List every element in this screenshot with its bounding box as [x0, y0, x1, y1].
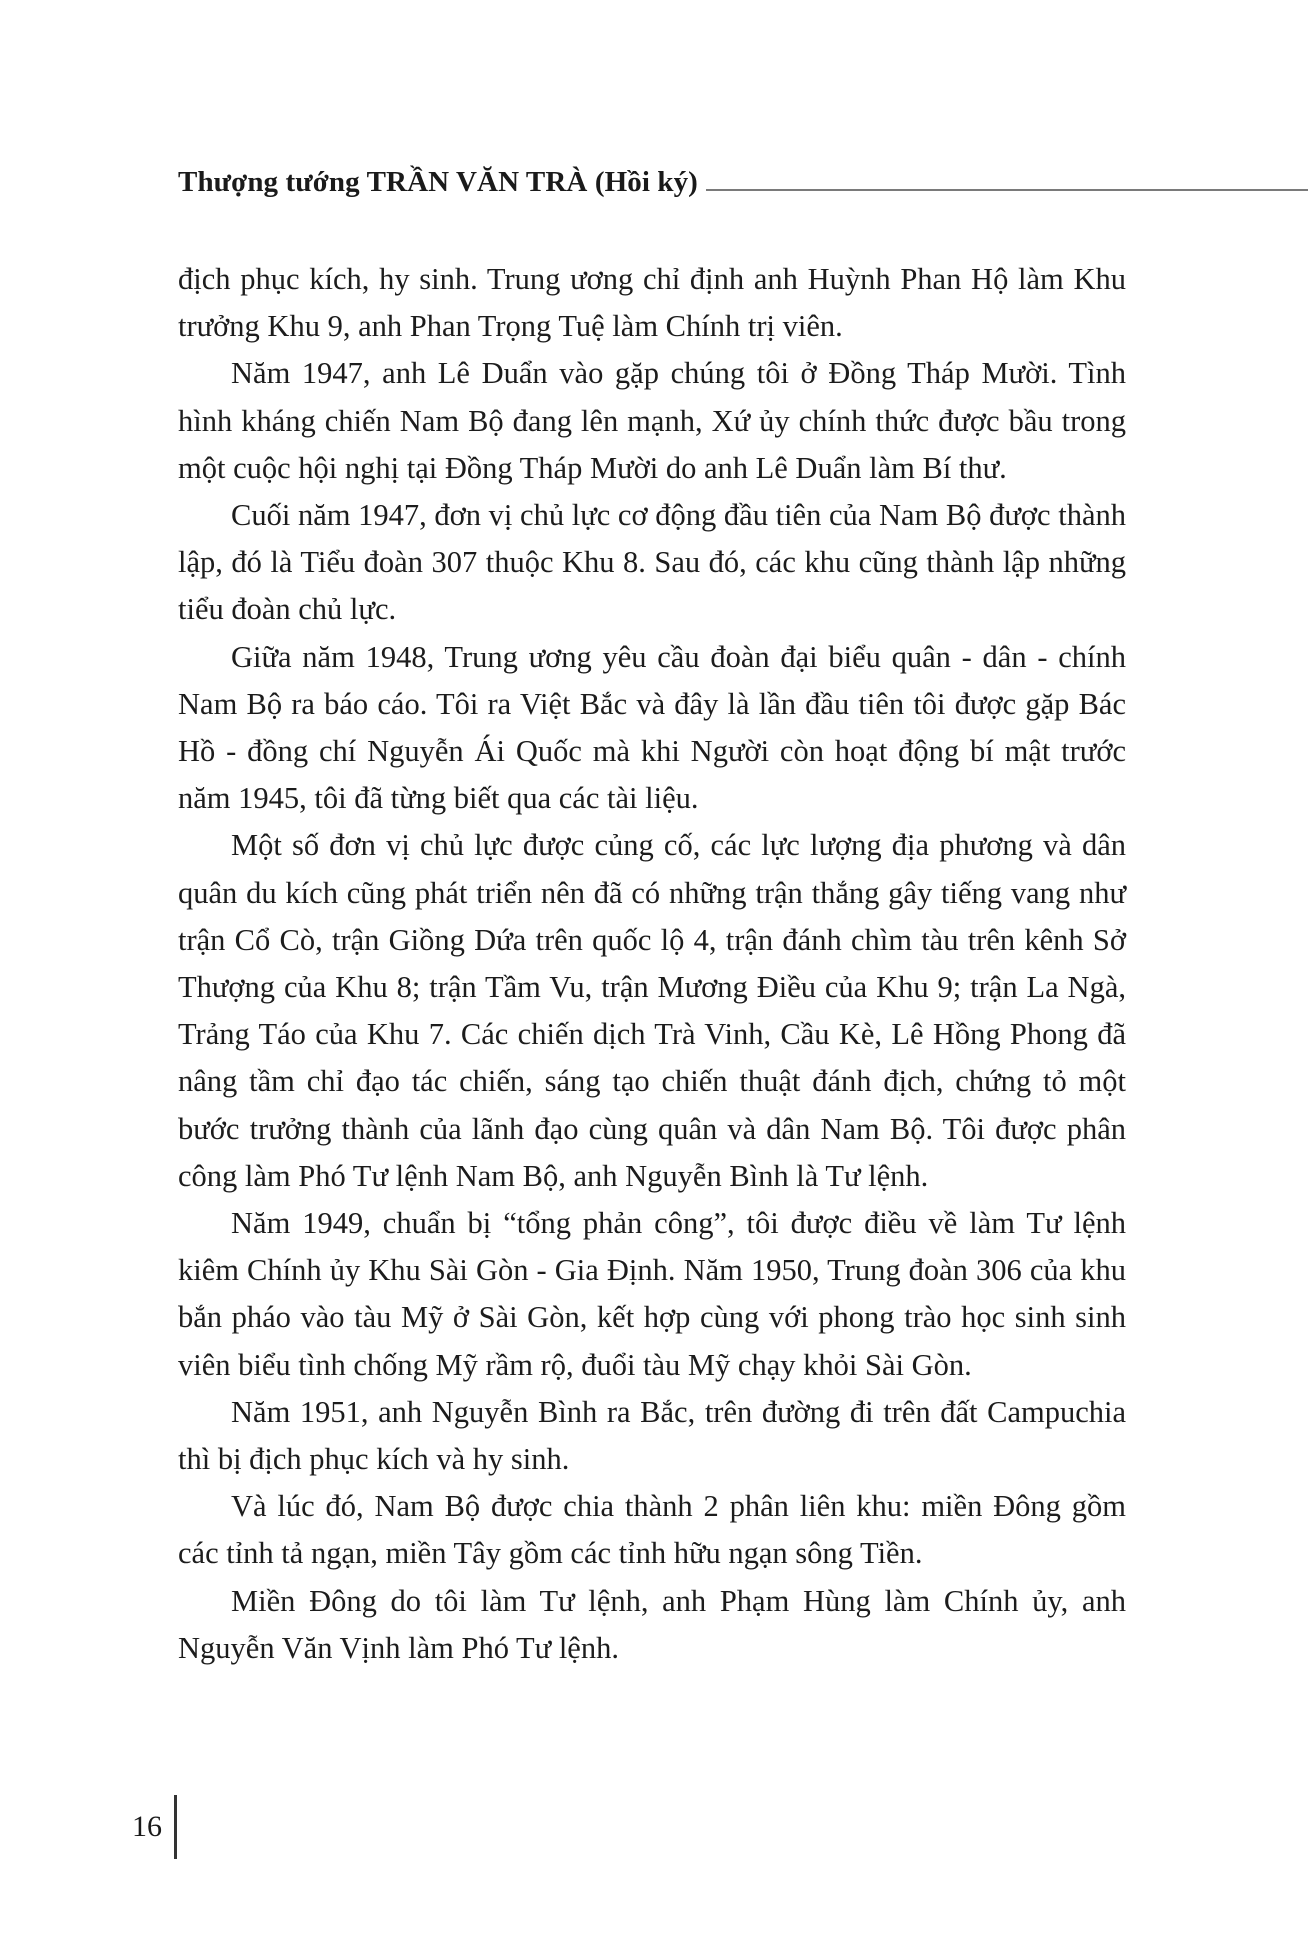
header-rule: [706, 189, 1308, 191]
paragraph: Một số đơn vị chủ lực được củng cố, các lực lượng địa phương và dân quân du kích cũng phát triển nên đã có những trận thắng gây tiếng vang như trận Cổ Cò, trận Giồng Dứa trên quốc lộ 4, trận đánh chìm tàu trên kênh Sở Thượng của Khu 8; trận Tầm Vu, trận Mương Điều của Khu 9; trận La Ngà, Trảng Táo của Khu 7. Các chiến dịch Trà Vinh, Cầu Kè, Lê Hồng Phong đã nâng tầm chỉ đạo tác chiến, sáng tạo chiến thuật đánh địch, chứng tỏ một bước trưởng thành của lãnh đạo cùng quân và dân Nam Bộ. Tôi được phân công làm Phó Tư lệnh Nam Bộ, anh Nguyễn Bình là Tư lệnh.: [178, 828, 1126, 1193]
body-text: [178, 256, 1126, 1672]
paragraph: Miền Đông do tôi làm Tư lệnh, anh Phạm Hùng làm Chính ủy, anh Nguyễn Văn Vịnh làm Phó Tư lệnh.: [178, 1583, 1126, 1665]
running-header: [178, 162, 1308, 202]
page-number: 16: [132, 1810, 162, 1843]
footer-divider: [174, 1795, 177, 1859]
paragraph: Và lúc đó, Nam Bộ được chia thành 2 phân liên khu: miền Đông gồm các tỉnh tả ngạn, miền Tây gồm các tỉnh hữu ngạn sông Tiền.: [178, 1489, 1126, 1571]
running-header-title: Thượng tướng TRẦN VĂN TRÀ (Hồi ký): [178, 165, 698, 198]
paragraph: Năm 1951, anh Nguyễn Bình ra Bắc, trên đường đi trên đất Campuchia thì bị địch phục kích và hy sinh.: [178, 1394, 1126, 1477]
paragraph: Năm 1947, anh Lê Duẩn vào gặp chúng tôi ở Đồng Tháp Mười. Tình hình kháng chiến Nam Bộ đang lên mạnh, Xứ ủy chính thức được bầu trong một cuộc hội nghị tại Đồng Tháp Mười do anh Lê Duẩn làm Bí thư.: [178, 356, 1126, 485]
paragraph-continued: địch phục kích, hy sinh. Trung ương chỉ định anh Huỳnh Phan Hộ làm Khu trưởng Khu 9, anh Phan Trọng Tuệ làm Chính trị viên.: [178, 262, 1126, 344]
paragraph: Giữa năm 1948, Trung ương yêu cầu đoàn đại biểu quân - dân - chính Nam Bộ ra báo cáo. Tôi ra Việt Bắc và đây là lần đầu tiên tôi được gặp Bác Hồ - đồng chí Nguyễn Ái Quốc mà khi Người còn hoạt động bí mật trước năm 1945, tôi đã từng biết qua các tài liệu.: [178, 639, 1126, 816]
paragraph: Năm 1949, chuẩn bị “tổng phản công”, tôi được điều về làm Tư lệnh kiêm Chính ủy Khu Sài Gòn - Gia Định. Năm 1950, Trung đoàn 306 của khu bắn pháo vào tàu Mỹ ở Sài Gòn, kết hợp cùng với phong trào học sinh sinh viên biểu tình chống Mỹ rầm rộ, đuổi tàu Mỹ chạy khỏi Sài Gòn.: [178, 1206, 1126, 1382]
paragraph: Cuối năm 1947, đơn vị chủ lực cơ động đầu tiên của Nam Bộ được thành lập, đó là Tiểu đoàn 307 thuộc Khu 8. Sau đó, các khu cũng thành lập những tiểu đoàn chủ lực.: [178, 498, 1126, 627]
page-footer: [132, 1795, 177, 1859]
